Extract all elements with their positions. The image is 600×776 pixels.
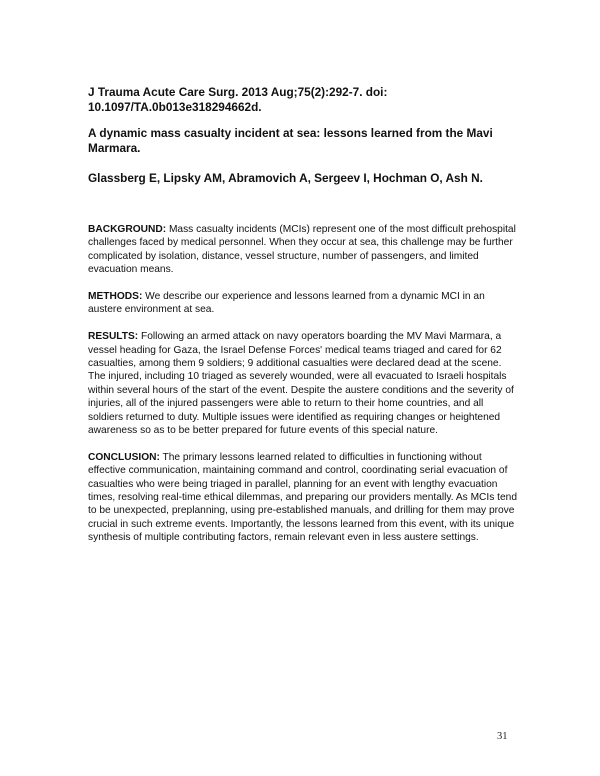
article-title: A dynamic mass casualty incident at sea: lessons learned from the Mavi Marmara. [88,126,493,155]
methods-label: METHODS: [88,291,143,303]
abstract-conclusion [88,451,518,545]
conclusion-label: CONCLUSION: [88,451,160,463]
conclusion-text: The primary lessons learned related to difficulties in functioning without effective communication, maintaining command and control, coordinating serial evacuation of casualties who were being triaged in parallel, planning for an event with lengthy evacuation times, resolving real-time ethical dilemmas, and preparing our providers mentally. As MCIs tend to be unexpected, preplanning, using pre-established manuals, and drilling for them may prove crucial in such extreme events. Importantly, the lessons learned from this event, with its unique synthesis of multiple contributing factors, remain relevant even in less austere settings. [88,451,517,544]
results-label: RESULTS: [88,331,139,343]
citation: J Trauma Acute Care Surg. 2013 Aug;75(2):292-7. doi: 10.1097/TA.0b013e318294662d. [88,85,388,114]
abstract-methods [88,290,518,317]
abstract-results [88,330,518,437]
page-number: 31 [497,731,508,742]
results-text: Following an armed attack on navy operators boarding the MV Mavi Marmara, a vessel heading for Gaza, the Israel Defense Forces' medical teams triaged and cared for 62 casualties, among them 9 soldiers; 9 additional casualties were declared dead at the scene. The injured, including 10 triaged as severely wounded, were all evacuated to Israeli hospitals within several hours of the start of the event. Despite the austere conditions and the severity of injuries, all of the injured passengers were able to return to their home countries, and all soldiers returned to duty. Multiple issues were identified as requiring changes or heightened awareness so as to be better prepared for future events of this special nature. [88,331,514,437]
author-list: Glassberg E, Lipsky AM, Abramovich A, Sergeev I, Hochman O, Ash N. [88,171,483,185]
abstract [88,223,518,558]
abstract-background [88,223,518,277]
methods-text: We describe our experience and lessons learned from a dynamic MCI in an austere environment at sea. [88,291,485,316]
background-text: Mass casualty incidents (MCIs) represent one of the most difficult prehospital challenges faced by medical personnel. When they occur at sea, this challenge may be further complicated by isolation, distance, vessel structure, number of passengers, and limited evacuation means. [88,224,516,276]
background-label: BACKGROUND: [88,224,167,235]
